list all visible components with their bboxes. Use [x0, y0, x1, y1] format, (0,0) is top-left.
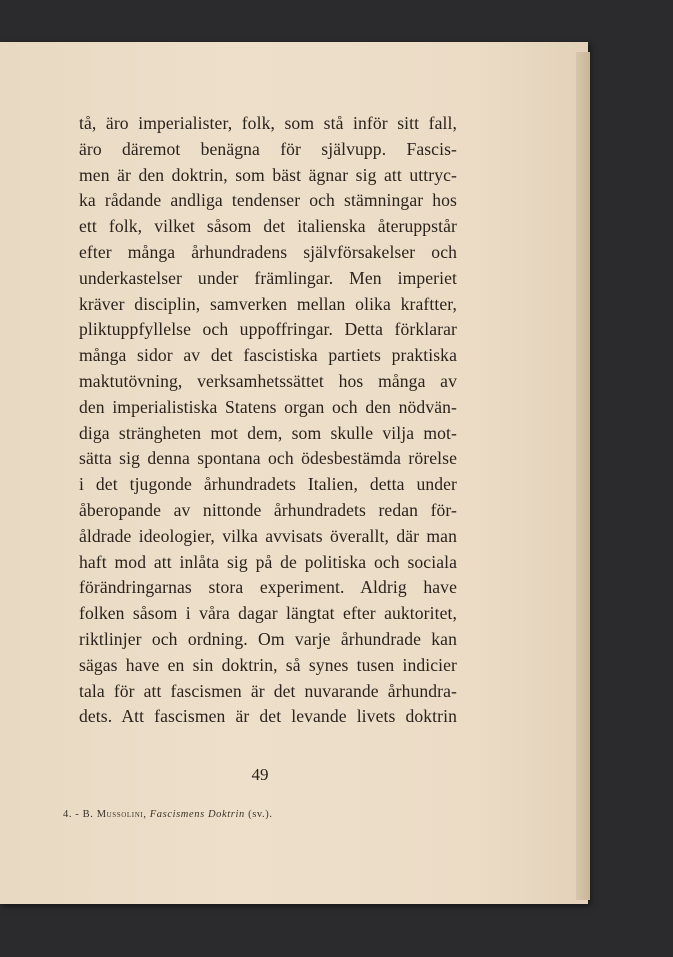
text-line: folken såsom i våra dagar längtat efter auktoritet,: [79, 603, 457, 624]
footer-author: Mussolini,: [96, 809, 147, 820]
text-line: den imperialistiska Statens organ och den nödvän-: [79, 396, 457, 417]
text-line: åldrade ideologier, vilka avvisats överallt, där man: [79, 525, 457, 546]
text-line: sägas have en sin doktrin, så synes tusen indicier: [79, 654, 457, 675]
page-edge: [576, 52, 590, 900]
footer-edition: (sv.).: [248, 809, 273, 820]
text-line: äro däremot benägna för självupp. Fascis-: [79, 138, 457, 159]
text-line: många sidor av det fascistiska partiets praktiska: [79, 345, 457, 366]
text-line: maktutövning, verksamhetssättet hos många av: [79, 370, 457, 391]
text-line: underkastelser under främlingar. Men imperiet: [79, 267, 457, 288]
text-line: ett folk, vilket såsom det italienska återuppstår: [79, 216, 457, 237]
text-line: riktlinjer och ordning. Om varje århundrade kan: [79, 628, 457, 649]
text-line: förändringarnas stora experiment. Aldrig have: [79, 577, 457, 598]
body-text: [79, 111, 457, 730]
text-line: men är den doktrin, som bäst ägnar sig att uttryc-: [79, 164, 457, 185]
text-line: i det tjugonde århundradets Italien, detta under: [79, 474, 457, 495]
text-line: tå, äro imperialister, folk, som stå inför sitt fall,: [79, 113, 457, 133]
text-line: haft mod att inlåta sig på de politiska och sociala: [79, 551, 457, 572]
text-line: efter många århundradens självförsakelser och: [79, 241, 457, 262]
footer-title: Fascismens Doktrin: [149, 809, 245, 820]
text-line: sätta sig denna spontana och ödesbestämda rörelse: [79, 448, 457, 469]
signature-mark: 4. - B.: [63, 809, 94, 820]
page-number: 49: [251, 765, 269, 784]
text-line: diga strängheten mot dem, som skulle vilja mot-: [79, 422, 457, 443]
text-line: åberopande av nittonde århundradets redan för-: [79, 499, 457, 520]
text-line: kräver disciplin, samverken mellan olika kraftter,: [79, 293, 457, 314]
text-line: ka rådande andliga tendenser och stämningar hos: [79, 190, 457, 211]
text-line: pliktuppfyllelse och uppoffringar. Detta förklarar: [79, 319, 457, 340]
signature-footer: [63, 809, 273, 820]
text-line: tala för att fascismen är det nuvarande århundra-: [79, 680, 457, 701]
text-line: dets. Att fascismen är det levande livets doktrin: [79, 706, 457, 727]
